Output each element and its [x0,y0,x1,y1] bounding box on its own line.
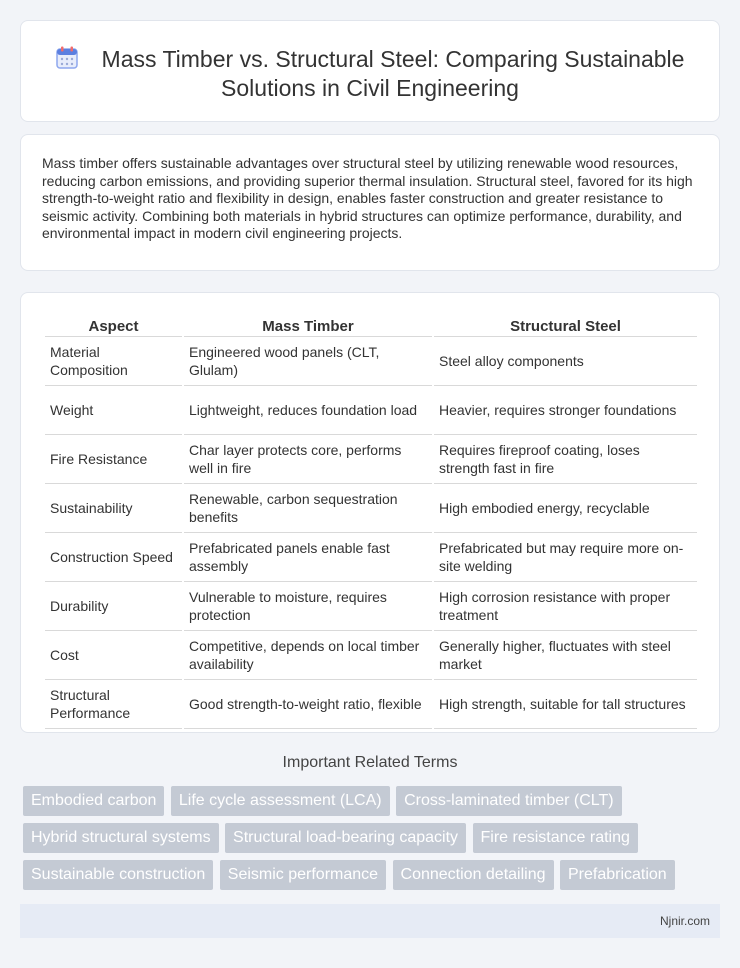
row-aspect: Weight [45,386,182,435]
row-mass-timber: Prefabricated panels enable fast assembly [184,533,432,582]
row-aspect: Sustainability [45,484,182,533]
title-card [20,20,720,122]
row-aspect: Construction Speed [45,533,182,582]
comparison-table [43,317,699,729]
table-row [45,435,697,484]
row-mass-timber: Engineered wood panels (CLT, Glulam) [184,337,432,386]
row-aspect: Material Composition [45,337,182,386]
related-terms-heading: Important Related Terms [282,754,458,771]
row-mass-timber: Renewable, carbon sequestration benefits [184,484,432,533]
related-term-tag[interactable]: Sustainable construction [23,860,213,890]
row-mass-timber: Char layer protects core, performs well in fire [184,435,432,484]
row-mass-timber: Lightweight, reduces foundation load [184,386,432,435]
row-mass-timber: Competitive, depends on local timber availability [184,631,432,680]
related-term-tag[interactable]: Cross-laminated timber (CLT) [396,786,622,816]
row-structural-steel: Heavier, requires stronger foundations [434,386,697,435]
row-aspect: Structural Performance [45,680,182,729]
row-structural-steel: High strength, suitable for tall structures [434,680,697,729]
row-structural-steel: High embodied energy, recyclable [434,484,697,533]
related-term-tag[interactable]: Connection detailing [393,860,554,890]
table-row [45,533,697,582]
intro-card [20,134,720,271]
header-structural-steel: Structural Steel [434,317,697,337]
row-structural-steel: Steel alloy components [434,337,697,386]
table-row [45,484,697,533]
header-aspect: Aspect [45,317,182,337]
header-mass-timber: Mass Timber [184,317,432,337]
related-term-tag[interactable]: Hybrid structural systems [23,823,219,853]
calendar-icon [56,46,78,70]
related-term-tag[interactable]: Fire resistance rating [473,823,638,853]
row-structural-steel: Prefabricated but may require more on-site welding [434,533,697,582]
table-row [45,582,697,631]
row-mass-timber: Good strength-to-weight ratio, flexible [184,680,432,729]
row-aspect: Durability [45,582,182,631]
page-title: Mass Timber vs. Structural Steel: Comparing Sustainable Solutions in Civil Engineering [101,46,685,101]
related-term-tag[interactable]: Embodied carbon [23,786,164,816]
table-row [45,631,697,680]
related-term-tag[interactable]: Seismic performance [220,860,386,890]
related-term-tag[interactable]: Life cycle assessment (LCA) [171,786,390,816]
page-title-wrap [21,45,719,103]
table-header-row [45,317,697,337]
related-term-tag[interactable]: Prefabrication [560,860,675,890]
row-structural-steel: High corrosion resistance with proper treatment [434,582,697,631]
row-aspect: Cost [45,631,182,680]
row-structural-steel: Requires fireproof coating, loses strength fast in fire [434,435,697,484]
related-term-tag[interactable]: Structural load-bearing capacity [225,823,466,853]
comparison-table-card [20,292,720,733]
row-structural-steel: Generally higher, fluctuates with steel market [434,631,697,680]
row-mass-timber: Vulnerable to moisture, requires protection [184,582,432,631]
footer [20,904,720,938]
row-aspect: Fire Resistance [45,435,182,484]
table-row [45,337,697,386]
table-row [45,680,697,729]
footer-site-label[interactable]: Njnir.com [659,914,710,928]
table-row [45,386,697,435]
intro-paragraph: Mass timber offers sustainable advantages over structural steel by utilizing renewable wood resources, reducing carbon emissions, and providing superior thermal insulation. Structural steel, favored for its high strength-to-weight ratio and flexibility in design, enables faster construction and greater resistance to seismic activity. Combining both materials in hybrid structures can optimize performance, durability, and environmental impact in modern civil engineering projects. [42,155,693,242]
related-terms-list [23,786,703,897]
